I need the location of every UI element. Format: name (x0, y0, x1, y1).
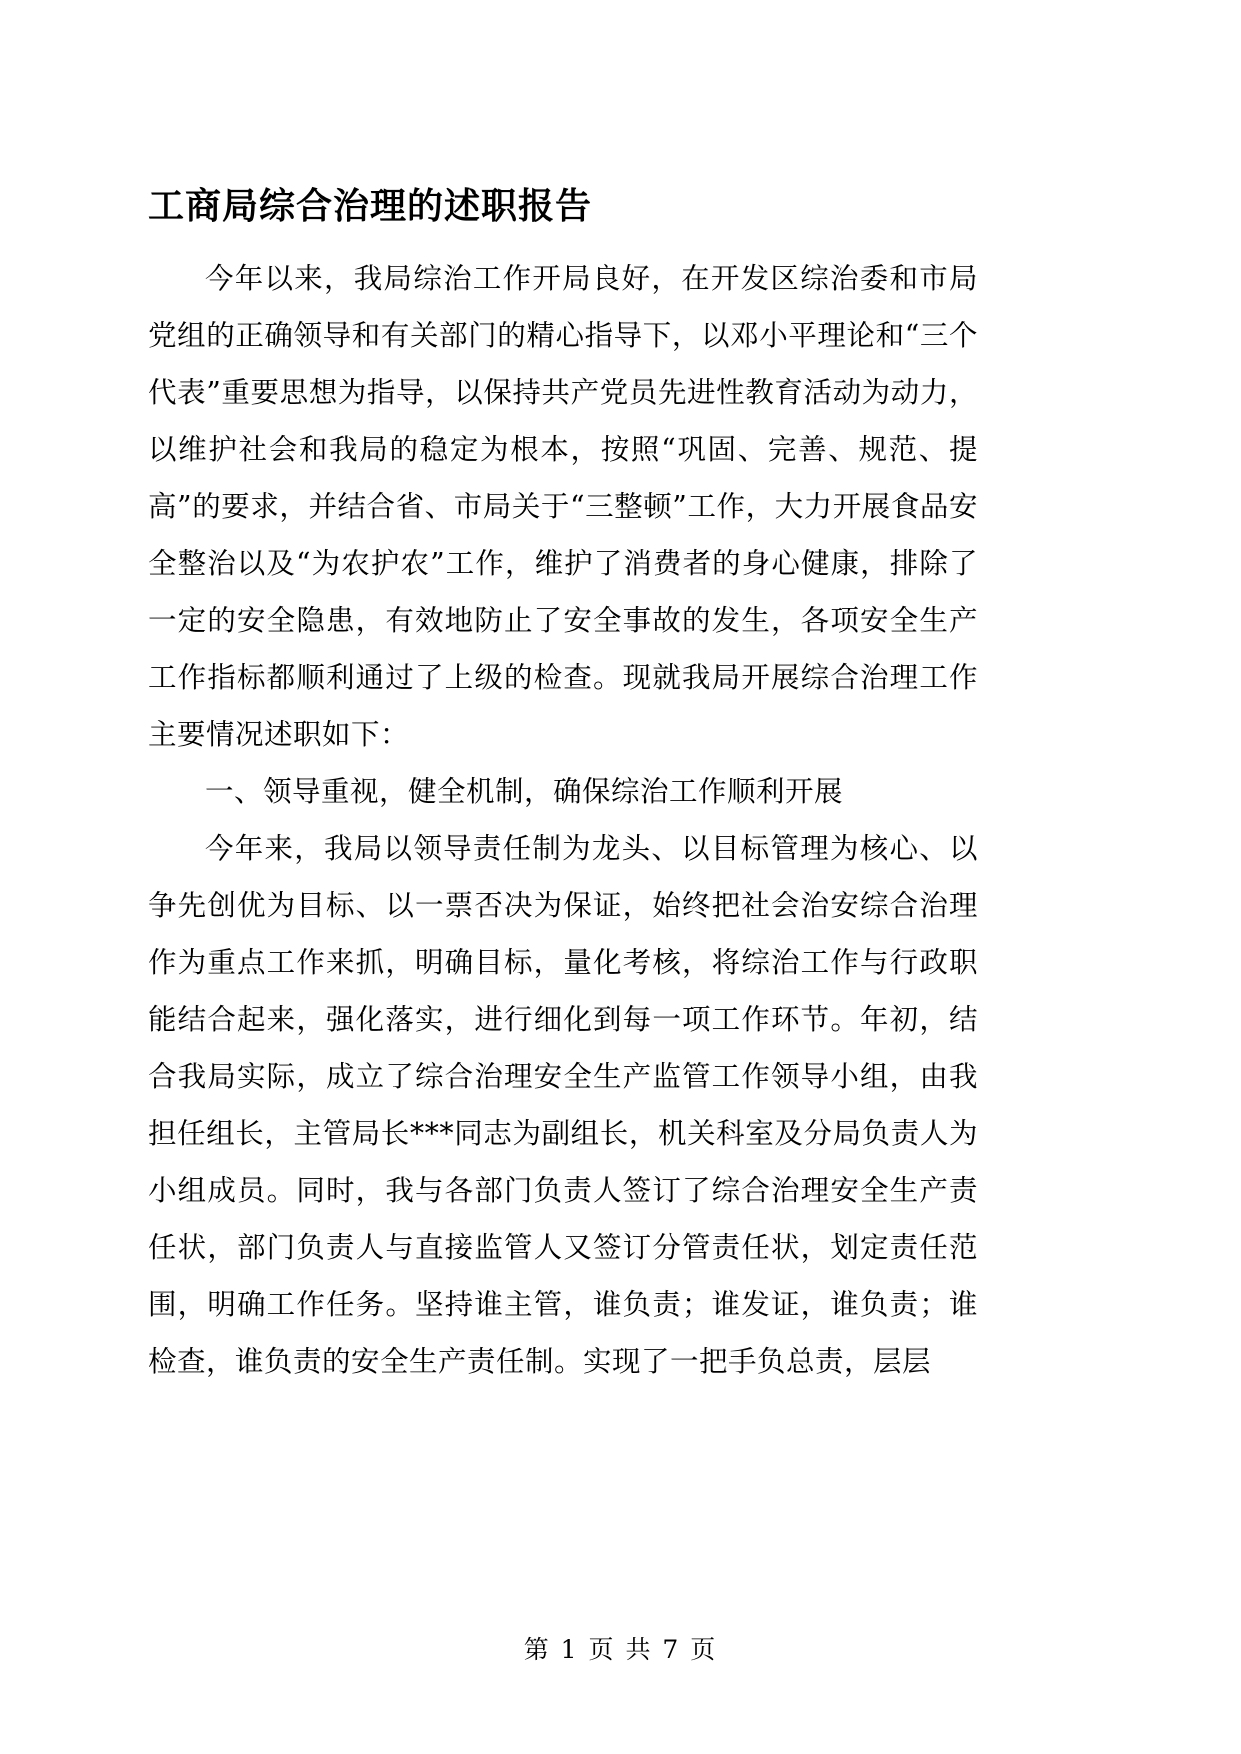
paragraph-3: 今年来，我局以领导责任制为龙头、以目标管理为核心、以争先创优为目标、以一票否决为保证，始终把社会治安综合治理作为重点工作来抓，明确目标，量化考核，将综治工作与行政职能结合起来，强化落实，进行细化到每一项工作环节。年初，结合我局实际，成立了综合治理安全生产监管工作领导小组，由我担任组长，主管局长***同志为副组长，机关科室及分局负责人为小组成员。同时，我与各部门负责人签订了综合治理安全生产责任状，部门负责人与直接监管人又签订分管责任状，划定责任范围，明确工作任务。坚持谁主管，谁负责；谁发证，谁负责；谁检查，谁负责的安全生产责任制。实现了一把手负总责，层层 (148, 832, 978, 1379)
page-title: 工商局综合治理的述职报告 (148, 186, 593, 227)
paragraph-1: 今年以来，我局综治工作开局良好，在开发区综治委和市局党组的正确领导和有关部门的精心指导下，以邓小平理论和“三个代表”重要思想为指导，以保持共产党员先进性教育活动为动力，以维护社会和我局的稳定为根本，按照“巩固、完善、规范、提高”的要求，并结合省、市局关于“三整顿”工作，大力开展食品安全整治以及“为农护农”工作，维护了消费者的身心健康，排除了一定的安全隐患，有效地防止了安全事故的发生，各项安全生产工作指标都顺利通过了上级的检查。现就我局开展综合治理工作主要情况述职如下： (148, 262, 978, 752)
document-body (148, 185, 978, 1390)
paragraph-2-heading: 一、领导重视，健全机制，确保综治工作顺利开展 (205, 775, 844, 809)
page-footer: 第 1 页 共 7 页 (523, 1635, 718, 1664)
